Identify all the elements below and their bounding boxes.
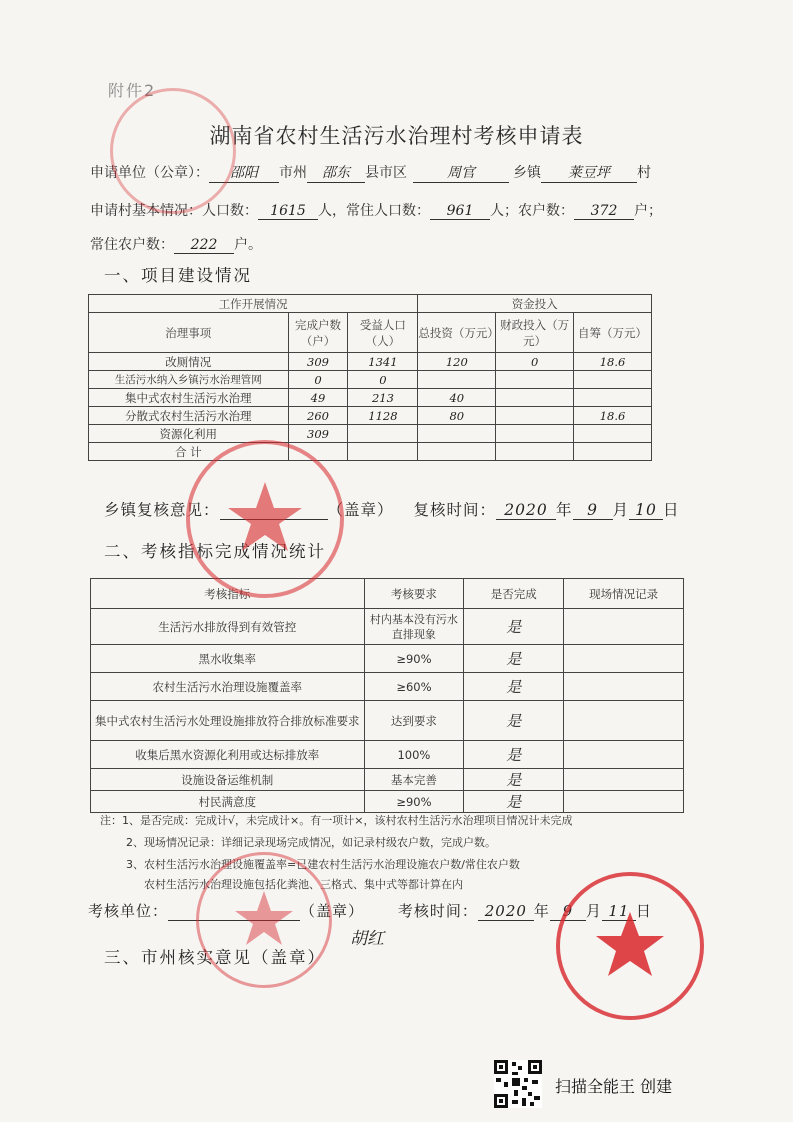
row-beneficiaries: 213 xyxy=(348,389,418,407)
basic-label: 申请村基本情况： xyxy=(90,203,202,219)
row-total: 120 xyxy=(418,353,496,371)
annex-label: 附件2 xyxy=(108,81,157,100)
scan-watermark: 扫描全能王 创建 xyxy=(555,1077,673,1096)
row-total: 40 xyxy=(418,389,496,407)
row-site xyxy=(564,791,684,813)
col-fiscal-header: 财政投入（万元） xyxy=(496,313,574,353)
assessment-month: 9 xyxy=(550,902,586,921)
assessment-day: 11 xyxy=(602,902,636,921)
table-row xyxy=(91,645,684,673)
assessor-signature: 胡红 xyxy=(350,929,384,949)
town-review-year: 2020 xyxy=(496,501,556,520)
row-indicator: 集中式农村生活污水处理设施排放符合排放标准要求 xyxy=(91,701,365,741)
row-site xyxy=(564,701,684,741)
row-beneficiaries: 0 xyxy=(348,371,418,389)
resident-households-row xyxy=(90,234,262,254)
qr-code-icon xyxy=(494,1060,542,1108)
assessment-month-unit: 月 xyxy=(585,902,602,920)
row-item: 资源化利用 xyxy=(89,425,289,443)
row-households: 0 xyxy=(288,371,348,389)
county-suffix: 县市区 xyxy=(365,165,407,181)
group-work-header: 工作开展情况 xyxy=(89,295,418,313)
section2-title: 二、考核指标完成情况统计 xyxy=(104,542,326,561)
row-done: 是 xyxy=(464,741,564,769)
town-review-year-unit: 年 xyxy=(555,501,573,519)
group-funds-header: 资金投入 xyxy=(418,295,652,313)
town-review-month-unit: 月 xyxy=(612,501,630,519)
row-households: 309 xyxy=(288,425,348,443)
row-item: 生活污水纳入乡镇污水治理管网 xyxy=(89,371,289,389)
indicator-table xyxy=(90,578,684,813)
row-item: 改厕情况 xyxy=(89,353,289,371)
table-row xyxy=(89,353,652,371)
row-beneficiaries xyxy=(348,425,418,443)
col-site-header: 现场情况记录 xyxy=(564,579,684,609)
row-indicator: 黑水收集率 xyxy=(91,645,365,673)
resident-households-value: 222 xyxy=(174,237,234,254)
star-icon xyxy=(560,876,700,1016)
note-2: 2、现场情况记录：详细记录现场完成情况，如记录村级农户数，完成户数。 xyxy=(126,836,496,849)
row-indicator: 收集后黑水资源化利用或达标排放率 xyxy=(91,741,365,769)
resident-households-unit: 户。 xyxy=(234,237,262,253)
town-review-time-label: 复核时间： xyxy=(413,501,496,519)
row-item: 合 计 xyxy=(89,443,289,461)
row-done: 是 xyxy=(464,645,564,673)
col-self-header: 自筹（万元） xyxy=(574,313,652,353)
assessment-year: 2020 xyxy=(478,902,534,921)
town-review-month: 9 xyxy=(573,501,613,520)
households-unit: 户； xyxy=(634,203,662,219)
table-row xyxy=(89,389,652,407)
row-households: 49 xyxy=(288,389,348,407)
assessment-seal: （盖章） xyxy=(300,902,365,920)
row-beneficiaries xyxy=(348,443,418,461)
col-households-header: 完成户数（户） xyxy=(288,313,348,353)
seal-stamp-top xyxy=(110,88,236,214)
resident-label: 常住人口数： xyxy=(346,203,430,219)
row-indicator: 设施设备运维机制 xyxy=(91,769,365,791)
table-row xyxy=(89,443,652,461)
col-total-header: 总投资（万元） xyxy=(418,313,496,353)
row-requirement: 100% xyxy=(364,741,464,769)
table-row xyxy=(91,609,684,645)
row-indicator: 生活污水排放得到有效管控 xyxy=(91,609,365,645)
row-requirement: ≥60% xyxy=(364,673,464,701)
households-value: 372 xyxy=(574,203,634,220)
row-total xyxy=(418,371,496,389)
population-value: 1615 xyxy=(258,203,318,220)
row-requirement: ≥90% xyxy=(364,645,464,673)
population-label: 人口数： xyxy=(202,203,258,219)
resident-unit: 人； xyxy=(490,203,518,219)
city-value: 邵阳 xyxy=(209,162,279,183)
table-row xyxy=(89,425,652,443)
row-fiscal xyxy=(496,371,574,389)
row-self: 18.6 xyxy=(574,353,652,371)
row-self xyxy=(574,389,652,407)
note-1: 注：1、是否完成：完成计√，未完成计×。有一项计×，该村农村生活污水治理项目情况计未完成 xyxy=(100,814,573,827)
row-site xyxy=(564,645,684,673)
row-fiscal: 0 xyxy=(496,353,574,371)
seal-stamp-ecology xyxy=(556,872,704,1020)
row-requirement: 基本完善 xyxy=(364,769,464,791)
assessment-day-unit: 日 xyxy=(635,902,652,920)
note-3: 3、农村生活污水治理设施覆盖率=已建农村生活污水治理设施农户数/常住农户数 xyxy=(126,858,520,871)
row-site xyxy=(564,741,684,769)
row-done: 是 xyxy=(464,769,564,791)
row-total xyxy=(418,443,496,461)
row-site xyxy=(564,609,684,645)
row-site xyxy=(564,673,684,701)
row-total: 80 xyxy=(418,407,496,425)
row-done: 是 xyxy=(464,701,564,741)
col-requirement-header: 考核要求 xyxy=(364,579,464,609)
row-beneficiaries: 1128 xyxy=(348,407,418,425)
table-row xyxy=(91,673,684,701)
seal-stamp-assess xyxy=(196,852,332,988)
village-value: 莱豆坪 xyxy=(541,162,637,183)
row-beneficiaries: 1341 xyxy=(348,353,418,371)
row-site xyxy=(564,769,684,791)
town-value: 周官 xyxy=(413,162,509,183)
col-beneficiaries-header: 受益人口（人） xyxy=(348,313,418,353)
form-title: 湖南省农村生活污水治理村考核申请表 xyxy=(209,124,584,148)
row-fiscal xyxy=(496,425,574,443)
row-fiscal xyxy=(496,443,574,461)
assessment-label: 考核单位： xyxy=(88,902,169,920)
city-suffix: 市州 xyxy=(279,165,307,181)
applicant-label: 申请单位（公章）： xyxy=(90,165,209,181)
assessment-time-label: 考核时间： xyxy=(397,902,478,920)
col-item-header: 治理事项 xyxy=(89,313,289,353)
row-households: 309 xyxy=(288,353,348,371)
row-done: 是 xyxy=(464,791,564,813)
row-indicator: 村民满意度 xyxy=(91,791,365,813)
resident-value: 961 xyxy=(430,203,490,220)
row-total xyxy=(418,425,496,443)
note-4: 农村生活污水治理设施包括化粪池、三格式、集中式等都计算在内 xyxy=(144,878,463,891)
row-done: 是 xyxy=(464,673,564,701)
seal-stamp-town xyxy=(186,440,344,598)
table-row xyxy=(89,407,652,425)
table-row xyxy=(91,769,684,791)
section3-title: 三、市州核实意见（盖章） xyxy=(104,948,326,967)
row-requirement: 达到要求 xyxy=(364,701,464,741)
col-done-header: 是否完成 xyxy=(464,579,564,609)
row-self: 18.6 xyxy=(574,407,652,425)
row-requirement: 村内基本没有污水直排现象 xyxy=(364,609,464,645)
row-requirement: ≥90% xyxy=(364,791,464,813)
table-row xyxy=(89,371,652,389)
row-self xyxy=(574,425,652,443)
village-suffix: 村 xyxy=(637,165,651,181)
table-row xyxy=(91,741,684,769)
project-table xyxy=(88,294,652,461)
star-icon xyxy=(190,444,340,594)
assessment-year-unit: 年 xyxy=(533,902,550,920)
row-self xyxy=(574,443,652,461)
star-icon xyxy=(199,855,329,985)
row-fiscal xyxy=(496,389,574,407)
town-review-day-unit: 日 xyxy=(663,501,680,519)
row-self xyxy=(574,371,652,389)
county-value: 邵东 xyxy=(307,162,365,183)
row-indicator: 农村生活污水治理设施覆盖率 xyxy=(91,673,365,701)
table-row xyxy=(91,791,684,813)
col-indicator-header: 考核指标 xyxy=(91,579,365,609)
table-row xyxy=(91,701,684,741)
town-review-seal: （盖章） xyxy=(327,501,394,519)
row-done: 是 xyxy=(464,609,564,645)
section1-title: 一、项目建设情况 xyxy=(104,266,252,285)
resident-households-label: 常住农户数： xyxy=(90,237,174,253)
town-suffix: 乡镇 xyxy=(513,165,541,181)
town-review-day: 10 xyxy=(629,501,663,520)
row-item: 集中式农村生活污水治理 xyxy=(89,389,289,407)
population-unit: 人， xyxy=(318,203,346,219)
row-households: 260 xyxy=(288,407,348,425)
town-review-label: 乡镇复核意见： xyxy=(104,501,220,519)
households-label: 农户数： xyxy=(518,203,574,219)
row-fiscal xyxy=(496,407,574,425)
row-item: 分散式农村生活污水治理 xyxy=(89,407,289,425)
